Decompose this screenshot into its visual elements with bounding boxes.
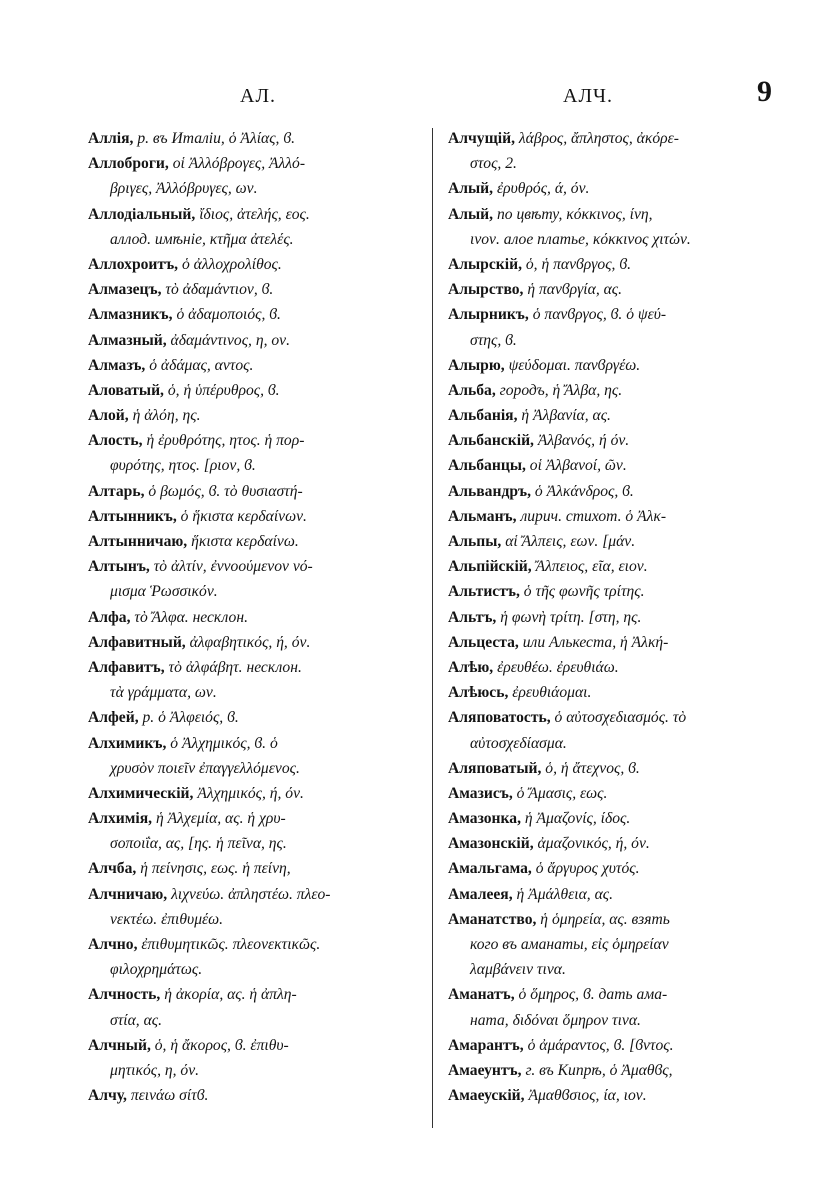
headword: Аманатство, (448, 910, 537, 928)
definition-text: ὁ Ἀλχημικός, ϐ. ὁ (166, 734, 278, 752)
definition-text: τὸ ἀλφάβητ. несклон. (164, 658, 302, 676)
dictionary-line (88, 151, 410, 176)
dictionary-line (448, 882, 770, 907)
dictionary-line (448, 907, 770, 932)
dictionary-line (88, 403, 410, 428)
headword: Аллодіальный, (88, 205, 196, 223)
definition-text: στος, 2. (470, 155, 517, 173)
headword: Алырникъ, (448, 306, 529, 324)
dictionary-line (448, 1083, 770, 1108)
dictionary-line (88, 277, 410, 302)
dictionary-line (88, 831, 410, 856)
dictionary-line (88, 126, 410, 151)
headword: Алмазъ, (88, 356, 146, 374)
definition-text: ὁ ἀμάραντος, ϐ. [ϐντος. (523, 1036, 674, 1054)
headword: Алѣюсь, (448, 684, 509, 702)
definition-text: ὁ, ἡ ἄτεχνος, ϐ. (541, 759, 640, 777)
dictionary-line (88, 756, 410, 781)
dictionary-line (88, 328, 410, 353)
dictionary-line (448, 1058, 770, 1083)
headword: Алхимикъ, (88, 734, 167, 752)
dictionary-line (88, 1058, 410, 1083)
headword: Альба, (448, 381, 496, 399)
dictionary-line (448, 126, 770, 151)
headword: Алтарь, (88, 482, 145, 500)
definition-text: στης, ϐ. (470, 331, 517, 349)
definition-text: ινον. алое платье, κόκκινος χιτών. (470, 230, 691, 248)
definition-text: ἐπιθυμητικῶς. πλεονεκτικῶς. (137, 936, 321, 953)
headword: Аляповатый, (448, 759, 542, 777)
definition-text: кого въ аманаты, εἰς ὁμηρείαν (470, 936, 669, 953)
definition-text: Ἀλχημικός, ή, όν. (193, 784, 304, 802)
dictionary-line (88, 655, 410, 680)
definition-text: ἐρευθέω. ἐρευθιάω. (493, 658, 619, 676)
dictionary-line (448, 1033, 770, 1058)
dictionary-line (448, 655, 770, 680)
dictionary-line (448, 856, 770, 881)
dictionary-line (448, 806, 770, 831)
dictionary-line (448, 151, 770, 176)
definition-text: Ἀμαθϐσιος, ία, ιον. (524, 1087, 647, 1105)
definition-text: τὸ ἀδαμάντιον, ϐ. (161, 281, 274, 299)
definition-text: ὁ, ἡ ὑπέρυθρος, ϐ. (163, 381, 280, 399)
headword: Амазонка, (448, 810, 521, 828)
definition-text: р. въ Италіи, ὁ Ἀλίας, ϐ. (133, 130, 296, 147)
headword: Алчущій, (448, 130, 515, 147)
definition-text: λαμβάνειν τινα. (470, 961, 566, 979)
definition-text: ἥκιστα κερδαίνω. (187, 533, 299, 550)
dictionary-line (88, 252, 410, 277)
dictionary-line (448, 982, 770, 1007)
dictionary-line (448, 731, 770, 756)
definition-text: ὁ αὐτοσχεδιασμός. τὸ (550, 709, 687, 727)
dictionary-line (448, 957, 770, 982)
dictionary-line (448, 756, 770, 781)
headword: Алтынничаю, (88, 533, 188, 550)
dictionary-line (448, 529, 770, 554)
headword: Аляповатость, (448, 709, 551, 727)
definition-text: ἀλφαβητικός, ή, όν. (185, 633, 311, 651)
definition-text: βριγες, Ἀλλόβρυγες, ων. (110, 180, 258, 198)
headword: Амалеея, (448, 885, 513, 903)
headword: Альбанскій, (448, 432, 534, 450)
definition-text: λάβρος, ἄπληστος, ἀκόρε- (514, 130, 679, 147)
headword: Альбанія, (448, 407, 518, 425)
headword: Алфей, (88, 709, 139, 727)
dictionary-line (88, 856, 410, 881)
headword: Алчу, (88, 1087, 127, 1105)
dictionary-line (88, 680, 410, 705)
definition-text: ἀμαζονικός, ή, όν. (533, 835, 650, 853)
dictionary-line (88, 1008, 410, 1033)
headword: Алость, (88, 432, 143, 450)
definition-text: μητικός, η, όν. (110, 1061, 200, 1079)
definition-text: ὁ Ἀλκάνδρος, ϐ. (531, 482, 634, 500)
definition-text: ὁ ἀδάμας, αντος. (145, 356, 254, 374)
headword: Алчба, (88, 860, 137, 878)
dictionary-line (88, 428, 410, 453)
dictionary-line (448, 277, 770, 302)
dictionary-line (88, 353, 410, 378)
right-column (448, 126, 770, 1108)
headword: Амальгама, (448, 860, 532, 878)
definition-text: ἡ πείνησις, εως. ἡ πείνη, (136, 860, 291, 878)
definition-text: Ἄλπειος, εῖα, ειον. (531, 558, 648, 576)
headword: Аллохроитъ, (88, 255, 179, 273)
page-number: 9 (757, 75, 772, 108)
definition-text: р. ὁ Ἀλφειός, ϐ. (138, 709, 239, 727)
definition-text: ὁ ὅμηρος, ϐ. дать ама- (514, 986, 668, 1004)
dictionary-line (88, 630, 410, 655)
dictionary-line (88, 1083, 410, 1108)
dictionary-line (448, 1008, 770, 1033)
dictionary-line (88, 227, 410, 252)
dictionary-line (448, 252, 770, 277)
definition-text: ἡ ἀκορία, ας. ἡ ἀπλη- (160, 986, 297, 1004)
dictionary-line (448, 479, 770, 504)
dictionary-line (448, 453, 770, 478)
headword: Алчный, (88, 1036, 151, 1054)
definition-text: ἡ Ἀλχεμία, ας. ἡ χρυ- (152, 810, 286, 828)
dictionary-line (448, 705, 770, 730)
definition-text: τὰ γράμματα, ων. (110, 684, 217, 702)
headword: Алчно, (88, 936, 138, 953)
definition-text: ὁ Ἄμασις, εως. (512, 784, 608, 802)
left-column (88, 126, 410, 1108)
headword: Алфавитный, (88, 633, 186, 651)
dictionary-line (88, 378, 410, 403)
definition-text: ἴδιος, ἀτελής, εος. (195, 205, 310, 223)
headword: Алый, (448, 180, 494, 198)
headword: Аловатый, (88, 381, 164, 399)
headword: Алтынъ, (88, 558, 150, 576)
definition-text: ὁ ἀλλοχρολίθος. (178, 255, 282, 273)
definition-text: ὁ βωμός, ϐ. τὸ θυσιαστή- (144, 482, 303, 500)
dictionary-line (448, 202, 770, 227)
definition-text: ἡ πανϐργία, ας. (523, 281, 623, 299)
headword: Аманатъ, (448, 986, 515, 1004)
dictionary-line (88, 882, 410, 907)
headword: Альпы, (448, 533, 502, 550)
definition-text: οἱ Ἀλλόβρογες, Ἀλλό- (168, 155, 306, 173)
definition-text: или Алькеста, ἡ Ἀλκή- (518, 633, 669, 651)
headword: Алырскій, (448, 255, 522, 273)
definition-text: лирич. стихот. ὁ Ἀλκ- (516, 507, 667, 525)
headword: Аллоброги, (88, 155, 169, 173)
headword: Алхимическій, (88, 784, 194, 802)
definition-text: ὁ ἥκιστα κερδαίνων. (176, 507, 307, 525)
dictionary-line (448, 353, 770, 378)
definition-text: городъ, ἡ Ἄλβα, ης. (495, 381, 623, 399)
dictionary-line (88, 957, 410, 982)
definition-text: ἡ Ἀμαζονίς, ίδος. (520, 810, 631, 828)
headword: Алмазецъ, (88, 281, 162, 299)
dictionary-line (88, 302, 410, 327)
dictionary-line (448, 403, 770, 428)
headword: Альпійскій, (448, 558, 532, 576)
dictionary-line (88, 907, 410, 932)
definition-text: χρυσὸν ποιεῖν ἐπαγγελλόμενος. (110, 759, 300, 777)
definition-text: ὁ πανϐργος, ϐ. ὁ ψεύ- (528, 306, 667, 324)
headword: Амазонскій, (448, 835, 534, 853)
definition-text: по цвѣту, κόκκινος, ίνη, (493, 205, 653, 223)
headword: Алѣю, (448, 658, 494, 676)
dictionary-line (448, 781, 770, 806)
dictionary-line (88, 579, 410, 604)
headword: Альтъ, (448, 608, 497, 626)
dictionary-line (88, 554, 410, 579)
headword: Алфа, (88, 608, 131, 626)
dictionary-line (448, 176, 770, 201)
dictionary-line (448, 630, 770, 655)
dictionary-line (88, 529, 410, 554)
headword: Алхимія, (88, 810, 153, 828)
headword: Аллія, (88, 130, 134, 147)
definition-text: νεκτέω. ἐπιθυμέω. (110, 910, 224, 928)
definition-text: ψεύδομαι. πανϐργέω. (504, 356, 641, 374)
definition-text: ὁ, ἡ πανϐργος, ϐ. (521, 255, 632, 273)
definition-text: αἱ Ἄλπεις, εων. [μάν. (501, 533, 636, 550)
dictionary-line (88, 453, 410, 478)
definition-text: ἡ ἀλόη, ης. (128, 407, 201, 425)
headword: Альцеста, (448, 633, 519, 651)
column-divider (432, 128, 433, 1128)
dictionary-line (448, 680, 770, 705)
headword: Алмазный, (88, 331, 167, 349)
dictionary-line (448, 605, 770, 630)
dictionary-line (88, 731, 410, 756)
dictionary-line (448, 227, 770, 252)
definition-text: πεινάω σίτϐ. (126, 1087, 209, 1105)
header-right-guide-word: АЛЧ. (563, 85, 614, 107)
headword: Амаеускій, (448, 1087, 525, 1105)
dictionary-line (448, 579, 770, 604)
dictionary-line (448, 504, 770, 529)
headword: Амазисъ, (448, 784, 513, 802)
dictionary-line (88, 605, 410, 630)
definition-text: ἐρευθιάομαι. (508, 684, 592, 702)
definition-text: μισμα Ῥωσσικόν. (110, 583, 218, 601)
definition-text: Ἀλβανός, ή όν. (533, 432, 630, 450)
dictionary-line (88, 176, 410, 201)
dictionary-line (448, 932, 770, 957)
definition-text: аллод. имѣніе, κτῆμα ἀτελές. (110, 230, 294, 248)
definition-text: λιχνεύω. ἀπληστέω. πλεο- (167, 885, 331, 903)
dictionary-line (448, 378, 770, 403)
headword: Альманъ, (448, 507, 517, 525)
dictionary-line (88, 1033, 410, 1058)
headword: Алый, (448, 205, 494, 223)
dictionary-line (88, 504, 410, 529)
headword: Алчничаю, (88, 885, 168, 903)
dictionary-line (448, 428, 770, 453)
headword: Алой, (88, 407, 129, 425)
header-left-guide-word: АЛ. (240, 85, 277, 107)
definition-text: τὸ ἀλτίν, ἐννοούμενον νό- (149, 558, 313, 576)
definition-text: στία, ας. (110, 1011, 162, 1029)
dictionary-line (88, 479, 410, 504)
definition-text: ἀδαμάντινος, η, ον. (166, 331, 290, 349)
headword: Алмазникъ, (88, 306, 173, 324)
dictionary-line (448, 302, 770, 327)
definition-text: τὸ Ἄλφα. несклон. (130, 608, 248, 626)
headword: Альбанцы, (448, 457, 526, 475)
definition-text: φυρότης, ητος. [ριον, ϐ. (110, 457, 256, 475)
dictionary-line (88, 781, 410, 806)
definition-text: ἐρυθρός, ά, όν. (493, 180, 590, 198)
dictionary-line (448, 554, 770, 579)
headword: Альтистъ, (448, 583, 520, 601)
dictionary-line (88, 982, 410, 1007)
definition-text: φιλοχρημάτως. (110, 961, 203, 979)
headword: Алфавитъ, (88, 658, 165, 676)
definition-text: ἡ Ἀλβανία, ας. (517, 407, 611, 425)
definition-text: ὁ τῆς φωνῆς τρίτης. (519, 583, 645, 601)
dictionary-line (88, 705, 410, 730)
dictionary-line (448, 831, 770, 856)
headword: Алтынникъ, (88, 507, 177, 525)
page-header (0, 75, 840, 122)
dictionary-line (88, 202, 410, 227)
headword: Амарантъ, (448, 1036, 524, 1054)
definition-text: г. въ Кипрѣ, ὁ Ἀμαθϐς, (521, 1061, 673, 1079)
definition-text: ἡ ὁμηρεία, ας. взять (536, 910, 670, 928)
definition-text: ὁ, ἡ ἄκορος, ϐ. ἐπιθυ- (150, 1036, 289, 1054)
headword: Алырство, (448, 281, 524, 299)
definition-text: οἱ Ἀλβανοί, ῶν. (525, 457, 627, 475)
dictionary-line (448, 328, 770, 353)
definition-text: ἡ Ἀμάλθεια, ας. (512, 885, 613, 903)
dictionary-line (88, 806, 410, 831)
definition-text: ὁ ἀδαμοποιός, ϐ. (172, 306, 281, 324)
definition-text: ἡ ἐρυθρότης, ητος. ἡ πορ- (142, 432, 305, 450)
definition-text: ната, διδόναι ὅμηρον τινα. (470, 1011, 641, 1029)
headword: Алырю, (448, 356, 505, 374)
dictionary-line (88, 932, 410, 957)
definition-text: ἡ φωνὴ τρίτη. [στη, ης. (496, 608, 642, 626)
definition-text: αὐτοσχεδίασμα. (470, 734, 567, 752)
headword: Амаеунтъ, (448, 1061, 522, 1079)
headword: Альвандръ, (448, 482, 532, 500)
headword: Алчность, (88, 986, 161, 1004)
definition-text: σοποιΐα, ας, [ης. ἡ πεῖνα, ης. (110, 835, 287, 853)
definition-text: ὁ ἄργυρος χυτός. (531, 860, 640, 878)
